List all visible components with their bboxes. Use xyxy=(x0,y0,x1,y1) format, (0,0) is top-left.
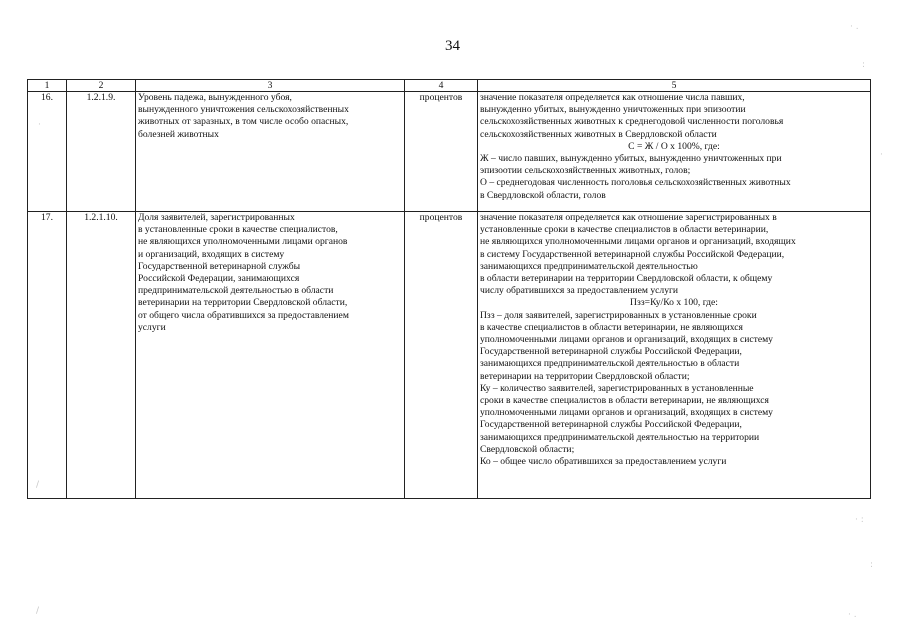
indicator-name-line: Доля заявителей, зарегистрированных xyxy=(138,212,295,223)
method-line: в области ветеринарии на территории Свердловской области, к общему xyxy=(480,273,773,285)
indicator-name xyxy=(136,92,405,212)
indicator-name-line: Уровень падежа, вынужденного убоя, xyxy=(138,92,292,103)
indicator-name-line: ветеринарии на территории Свердловской области, xyxy=(138,297,348,309)
method-line: вынужденно убитых, вынужденно уничтоженных при эпизоотии xyxy=(480,104,746,116)
indicator-code: 1.2.1.10. xyxy=(67,212,136,499)
scan-speck: · xyxy=(880,150,883,160)
definition-line: занимающихся предпринимательской деятельностью на территории xyxy=(480,431,760,443)
method-line: сельскохозяйственных животных к среднегодовой численности поголовья xyxy=(480,116,784,128)
header-col-2: 2 xyxy=(67,80,136,92)
method-line: занимающихся предпринимательской деятельностью xyxy=(480,260,698,272)
calculation-method xyxy=(478,212,871,499)
definition-line: Пзз – доля заявителей, зарегистрированных в установленные сроки xyxy=(480,309,757,321)
method-line: в систему Государственной ветеринарной службы Российской Федерации, xyxy=(480,248,785,260)
scan-speck: : xyxy=(862,60,866,70)
definition-line: уполномоченными лицами органов и организаций, входящих в систему xyxy=(480,334,773,346)
unit: процентов xyxy=(405,212,478,499)
header-col-5: 5 xyxy=(478,80,871,92)
indicator-name-line: вынужденного уничтожения сельскохозяйственных xyxy=(138,104,349,116)
definition-line: Государственной ветеринарной службы Российской Федерации, xyxy=(480,419,742,431)
scan-speck: / xyxy=(36,606,40,616)
table-row xyxy=(28,92,871,212)
method-line: числу обратившихся за предоставлением услуги xyxy=(480,285,679,297)
page-number: 34 xyxy=(445,38,460,54)
formula: С = Ж / О х 100%, где: xyxy=(628,140,720,152)
scan-speck: : xyxy=(870,560,874,570)
scan-speck: / xyxy=(36,480,40,490)
indicator-name-line: от общего числа обратившихся за предоставлением xyxy=(138,309,349,321)
definition-line: ветеринарии на территории Свердловской области; xyxy=(480,370,690,382)
indicator-name-line: не являющихся уполномоченными лицами органов xyxy=(138,236,348,248)
definition-line: Ж – число павших, вынужденно убитых, вынужденно уничтоженных при xyxy=(480,153,782,165)
scan-speck: · . xyxy=(848,610,857,620)
definition-line: О – среднегодовая численность поголовья сельскохозяйственных животных xyxy=(480,177,791,189)
definition-line: Государственной ветеринарной службы Российской Федерации, xyxy=(480,346,742,358)
method-line: значение показателя определяется как отношение числа павших, xyxy=(480,92,745,103)
scan-speck: · . xyxy=(850,22,859,32)
definition-line: эпизоотии сельскохозяйственных животных, голов; xyxy=(480,165,691,177)
indicator-name-line: и организаций, входящих в систему xyxy=(138,248,285,260)
definition-line: в качестве специалистов в области ветеринарии, не являющихся xyxy=(480,321,743,333)
indicator-name xyxy=(136,212,405,499)
indicator-name-line: болезней животных xyxy=(138,128,219,140)
indicator-table xyxy=(27,79,871,499)
header-col-3: 3 xyxy=(136,80,405,92)
definition-line: Ко – общее число обратившихся за предоставлением услуги xyxy=(480,456,727,468)
method-line: установленные сроки в качестве специалистов в области ветеринарии, xyxy=(480,224,769,236)
definition-line: Свердловской области; xyxy=(480,443,575,455)
formula: Пзз=Ку/Ко х 100, где: xyxy=(630,297,718,309)
unit: процентов xyxy=(405,92,478,212)
header-col-4: 4 xyxy=(405,80,478,92)
indicator-name-line: Российской Федерации, занимающихся xyxy=(138,273,300,285)
calculation-method xyxy=(478,92,871,212)
header-col-1: 1 xyxy=(28,80,67,92)
row-number: 17. xyxy=(28,212,67,499)
indicator-name-line: животных от заразных, в том числе особо опасных, xyxy=(138,116,349,128)
indicator-name-line: услуги xyxy=(138,321,166,333)
indicator-name-line: Государственной ветеринарной службы xyxy=(138,260,301,272)
method-line: значение показателя определяется как отношение зарегистрированных в xyxy=(480,212,777,223)
definition-line: занимающихся предпринимательской деятельностью в области xyxy=(480,358,740,370)
indicator-name-line: предпринимательской деятельностью в области xyxy=(138,285,334,297)
row-number: 16. xyxy=(28,92,67,212)
definition-line: Ку – количество заявителей, зарегистрированных в установленные xyxy=(480,382,754,394)
table-row xyxy=(28,212,871,499)
method-line: не являющихся уполномоченными лицами органов и организаций, входящих xyxy=(480,236,796,248)
definition-line: в Свердловской области, голов xyxy=(480,189,606,201)
indicator-name-line: в установленные сроки в качестве специалистов, xyxy=(138,224,338,236)
definition-line: сроки в качестве специалистов в области ветеринарии, не являющихся xyxy=(480,395,769,407)
scan-speck: · xyxy=(38,120,41,130)
table-header-row xyxy=(28,80,871,92)
method-line: сельскохозяйственных животных в Свердловской области xyxy=(480,128,717,140)
scan-speck: · : xyxy=(855,515,864,525)
indicator-code: 1.2.1.9. xyxy=(67,92,136,212)
definition-line: уполномоченными лицами органов и организаций, входящих в систему xyxy=(480,407,773,419)
